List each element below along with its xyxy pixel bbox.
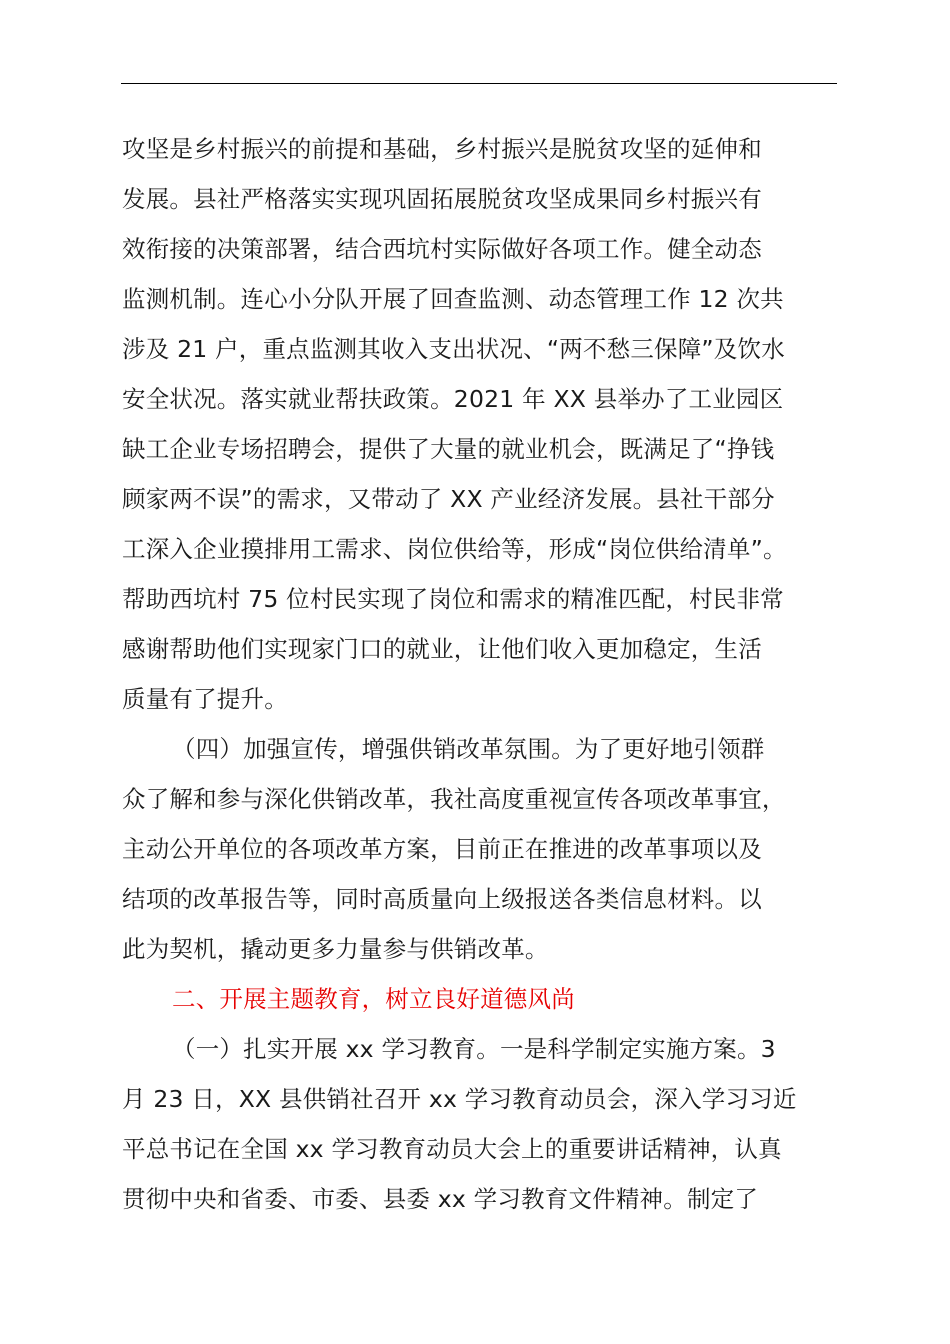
text-line: 效衔接的决策部署，结合西坑村实际做好各项工作。健全动态 xyxy=(122,235,762,263)
text-line: 工深入企业摸排用工需求、岗位供给等，形成“岗位供给清单”。 xyxy=(122,535,787,563)
header-rule xyxy=(121,83,837,84)
text-line: 平总书记在全国 xx 学习教育动员大会上的重要讲话精神，认真 xyxy=(122,1135,782,1163)
text-line: 缺工企业专场招聘会，提供了大量的就业机会，既满足了“挣钱 xyxy=(122,435,775,463)
text-line: （四）加强宣传，增强供销改革氛围。为了更好地引领群 xyxy=(172,735,765,763)
text-line: 顾家两不误”的需求，又带动了 XX 产业经济发展。县社干部分 xyxy=(122,485,775,513)
text-line: 结项的改革报告等，同时高质量向上级报送各类信息材料。以 xyxy=(122,885,762,913)
text-line: 主动公开单位的各项改革方案，目前正在推进的改革事项以及 xyxy=(122,835,762,863)
text-line: 攻坚是乡村振兴的前提和基础，乡村振兴是脱贫攻坚的延伸和 xyxy=(122,135,762,163)
document-body xyxy=(122,124,852,1224)
text-line: 众了解和参与深化供销改革，我社高度重视宣传各项改革事宜， xyxy=(122,785,786,813)
section-heading: 二、开展主题教育，树立良好道德风尚 xyxy=(172,985,575,1013)
text-line: 帮助西坑村 75 位村民实现了岗位和需求的精准匹配，村民非常 xyxy=(122,585,784,613)
text-line: （一）扎实开展 xx 学习教育。一是科学制定实施方案。3 xyxy=(172,1035,776,1063)
text-line: 此为契机，撬动更多力量参与供销改革。 xyxy=(122,935,549,963)
text-line: 感谢帮助他们实现家门口的就业，让他们收入更加稳定，生活 xyxy=(122,635,762,663)
text-line: 监测机制。连心小分队开展了回查监测、动态管理工作 12 次共 xyxy=(122,285,784,313)
text-line: 质量有了提升。 xyxy=(122,685,288,713)
text-line: 发展。县社严格落实实现巩固拓展脱贫攻坚成果同乡村振兴有 xyxy=(122,185,762,213)
text-line: 安全状况。落实就业帮扶政策。2021 年 XX 县举办了工业园区 xyxy=(122,385,784,413)
text-line: 贯彻中央和省委、市委、县委 xx 学习教育文件精神。制定了 xyxy=(122,1185,759,1213)
text-line: 涉及 21 户，重点监测其收入支出状况、“两不愁三保障”及饮水 xyxy=(122,335,785,363)
text-line: 月 23 日，XX 县供销社召开 xx 学习教育动员会，深入学习习近 xyxy=(122,1085,797,1113)
